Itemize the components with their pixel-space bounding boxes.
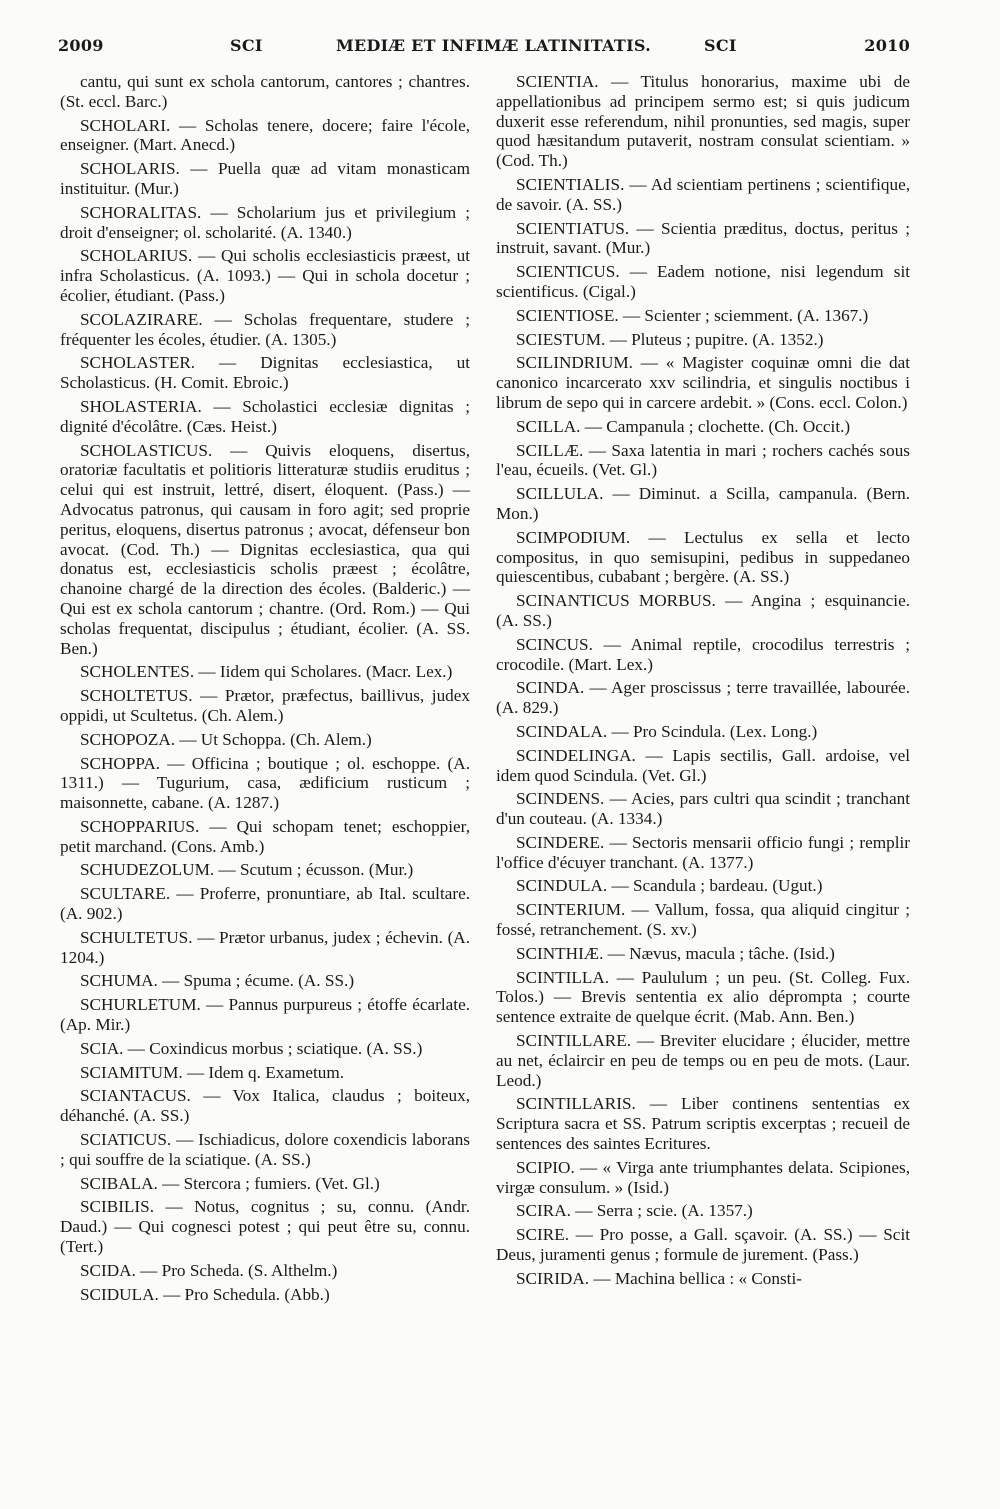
left-column (60, 72, 470, 1308)
dictionary-entry: SCINTILLA. — Paululum ; un peu. (St. Colleg. Fux. Tolos.) — Brevis sententia ex alio déprompta ; courte sentence extraite de quelque écrit. (Mab. Ann. Ben.) (496, 967, 910, 1027)
dictionary-entry: SCHUDEZOLUM. — Scutum ; écusson. (Mur.) (80, 860, 414, 880)
dictionary-entry: SCIBALA. — Stercora ; fumiers. (Vet. Gl.) (80, 1173, 380, 1193)
dictionary-entry: SCINTILLARIS. — Liber continens sententias ex Scriptura sacra et SS. Patrum scriptis excerptas ; recueil de sentences des saintes Ecritures. (496, 1094, 910, 1154)
dictionary-entry: SCHOLARIUS. — Qui scholis ecclesiasticis præest, ut infra Scholasticus. (A. 1093.) — Qui in schola docetur ; écolier, étudiant. (Pass.) (60, 246, 470, 305)
dictionary-entry: SCIA. — Coxindicus morbus ; sciatique. (A. SS.) (80, 1038, 423, 1058)
dictionary-entry: SCINDELINGA. — Lapis sectilis, Gall. ardoise, vel idem quod Scindula. (Vet. Gl.) (496, 745, 910, 785)
dictionary-entry: SCULTARE. — Proferre, pronuntiare, ab Ital. scultare. (A. 902.) (60, 884, 470, 924)
dictionary-entry: SCIDULA. — Pro Schedula. (Abb.) (80, 1284, 330, 1304)
dictionary-entry: SCILLULA. — Diminut. a Scilla, campanula. (Bern. Mon.) (496, 484, 910, 523)
dictionary-entry: SCHURLETUM. — Pannus purpureus ; étoffe écarlate. (Ap. Mir.) (60, 995, 470, 1035)
dictionary-entry: SCIENTICUS. — Eadem notione, nisi legendum sit scientificus. (Cigal.) (496, 262, 910, 301)
dictionary-entry: SCHOLASTER. — Dignitas ecclesiastica, ut Scholasticus. (H. Comit. Ebroic.) (60, 353, 470, 393)
dictionary-entry: SCHOLASTICUS. — Quivis eloquens, disertus, oratoriæ facultatis et politioris litteraturæ studiis eruditus ; celui qui est instruit, lettré, disert, éloquent. (Pass.) — Advocatus patronus, qui causam in foro agit; sed proprie peritus, eloquens, disertus patronus ; avocat, défenseur bon avocat. (Cod. Th.) — Dignitas ecclesiastica, qua qui donatus est, ecclesiasticis scholis præest ; écolâtre, chanoine chargé de la direction des écoles. (Balderic.) — Qui est ex schola cantorum ; chantre. (Ord. Rom.) — Qui scholas frequentat, discipulus ; étudiant, écolier. (A. SS. Ben.) (60, 440, 470, 658)
dictionary-entry: SCIENTIA. — Titulus honorarius, maxime ubi de appellationibus ad principem sermo est; si quis judicum duxerit esse referendum, nihil pronunties, sed magis, super quod hæsitandum putaverit, nostram consulat scientiam. » (Cod. Th.) (496, 72, 910, 171)
dictionary-entry: SCINTILLARE. — Breviter elucidare ; élucider, mettre au net, éclaircir en peu de temps ou en peu de mots. (Laur. Leod.) (496, 1031, 910, 1090)
dictionary-entry: SCOLAZIRARE. — Scholas frequentare, studere ; fréquenter les écoles, étudier. (A. 1305.) (60, 309, 470, 349)
dictionary-entry: SCINANTICUS MORBUS. — Angina ; esquinancie. (A. SS.) (496, 591, 910, 630)
guide-word-right: SCI (704, 36, 737, 55)
dictionary-entry: SCIENTIALIS. — Ad scientiam pertinens ; scientifique, de savoir. (A. SS.) (496, 174, 910, 214)
dictionary-entry: SCIAMITUM. — Idem q. Exametum. (80, 1062, 344, 1082)
dictionary-entry: SCIMPODIUM. — Lectulus ex sella et lecto compositus, in quo semisupini, pedibus in suppedaneo quiescentibus, cubabant ; bergère. (A. SS.) (496, 527, 910, 587)
dictionary-entry: SCINDALA. — Pro Scindula. (Lex. Long.) (516, 721, 818, 741)
dictionary-entry: SCIRIDA. — Machina bellica : « Consti- (516, 1268, 802, 1288)
dictionary-entry: SCHULTETUS. — Prætor urbanus, judex ; échevin. (A. 1204.) (60, 927, 470, 967)
dictionary-entry: SCIENTIATUS. — Scientia præditus, doctus, peritus ; instruit, savant. (Mur.) (496, 218, 910, 258)
page-number-left: 2009 (58, 36, 104, 55)
dictionary-entry: SCIRA. — Serra ; scie. (A. 1357.) (516, 1201, 753, 1221)
dictionary-entry: SCINTHIÆ. — Nævus, macula ; tâche. (Isid.) (516, 943, 835, 963)
dictionary-entry: SCILLA. — Campanula ; clochette. (Ch. Occit.) (516, 416, 851, 436)
dictionary-entry: SCINDENS. — Acies, pars cultri qua scindit ; tranchant d'un couteau. (A. 1334.) (496, 789, 910, 829)
running-header (58, 36, 910, 58)
dictionary-entry: SCIENTIOSE. — Scienter ; sciemment. (A. 1367.) (516, 305, 869, 325)
dictionary-entry: SCHOLARI. — Scholas tenere, docere; faire l'école, enseigner. (Mart. Anecd.) (60, 115, 470, 155)
dictionary-entry: SCINCUS. — Animal reptile, crocodilus terrestris ; crocodile. (Mart. Lex.) (496, 634, 910, 674)
dictionary-entry: SCIBILIS. — Notus, cognitus ; su, connu. (Andr. Daud.) — Qui cognesci potest ; qui peut être su, connu. (Tert.) (60, 1197, 470, 1257)
dictionary-entry: SCIANTACUS. — Vox Italica, claudus ; boiteux, déhanché. (A. SS.) (60, 1086, 470, 1126)
dictionary-entry: SCINDERE. — Sectoris mensarii officio fungi ; remplir l'office d'écuyer tranchant. (A. 1377.) (496, 832, 910, 872)
dictionary-entry: SHOLASTERIA. — Scholastici ecclesiæ dignitas ; dignité d'écolâtre. (Cæs. Heist.) (60, 396, 470, 436)
dictionary-entry: SCHOPOZA. — Ut Schoppa. (Ch. Alem.) (80, 729, 372, 749)
dictionary-entry: SCINDA. — Ager proscissus ; terre travaillée, labourée. (A. 829.) (496, 678, 910, 718)
dictionary-entry: SCHUMA. — Spuma ; écume. (A. SS.) (80, 971, 355, 991)
dictionary-entry: cantu, qui sunt ex schola cantorum, cantores ; chantres. (St. eccl. Barc.) (60, 72, 470, 111)
right-column (496, 72, 910, 1293)
dictionary-entry: SCHORALITAS. — Scholarium jus et privilegium ; droit d'enseigner; ol. scholarité. (A. 1340.) (60, 202, 470, 242)
dictionary-entry: SCIESTUM. — Pluteus ; pupitre. (A. 1352.) (516, 329, 824, 349)
dictionary-entry: SCINDULA. — Scandula ; bardeau. (Ugut.) (516, 876, 823, 896)
dictionary-entry: SCHOLTETUS. — Prætor, præfectus, baillivus, judex oppidi, ut Scultetus. (Ch. Alem.) (60, 686, 470, 725)
dictionary-entry: SCHOPPA. — Officina ; boutique ; ol. eschoppe. (A. 1311.) — Tugurium, casa, ædificium rusticum ; maisonnette, cabane. (A. 1287.) (60, 753, 470, 813)
dictionary-entry: SCHOPPARIUS. — Qui schopam tenet; eschoppier, petit marchand. (Cons. Amb.) (60, 816, 470, 856)
page-number-right: 2010 (864, 36, 910, 55)
dictionary-entry: SCIDA. — Pro Scheda. (S. Althelm.) (80, 1260, 338, 1280)
dictionary-entry: SCHOLENTES. — Iidem qui Scholares. (Macr. Lex.) (80, 662, 453, 682)
dictionary-entry: SCILINDRIUM. — « Magister coquinæ omni die dat canonico incarcerato xxv scilindria, et singulis noctibus i librum de sepo qui in carcere ardebit. » (Cons. eccl. Colon.) (496, 353, 910, 412)
running-title: MEDIÆ ET INFIMÆ LATINITATIS. (336, 36, 652, 55)
dictionary-entry: SCIPIO. — « Virga ante triumphantes delata. Scipiones, virgæ consulum. » (Isid.) (496, 1157, 910, 1197)
dictionary-entry: SCIATICUS. — Ischiadicus, dolore coxendicis laborans ; qui souffre de la sciatique. (A. SS.) (60, 1130, 470, 1169)
dictionary-entry: SCILLÆ. — Saxa latentia in mari ; rochers cachés sous l'eau, écueils. (Vet. Gl.) (496, 440, 910, 480)
dictionary-entry: SCHOLARIS. — Puella quæ ad vitam monasticam instituitur. (Mur.) (60, 159, 470, 198)
dictionary-entry: SCIRE. — Pro posse, a Gall. sçavoir. (A. SS.) — Scit Deus, juramenti genus ; formule de jurement. (Pass.) (496, 1225, 910, 1265)
guide-word-left: SCI (230, 36, 263, 55)
dictionary-entry: SCINTERIUM. — Vallum, fossa, qua aliquid cingitur ; fossé, retranchement. (S. xv.) (496, 900, 910, 940)
